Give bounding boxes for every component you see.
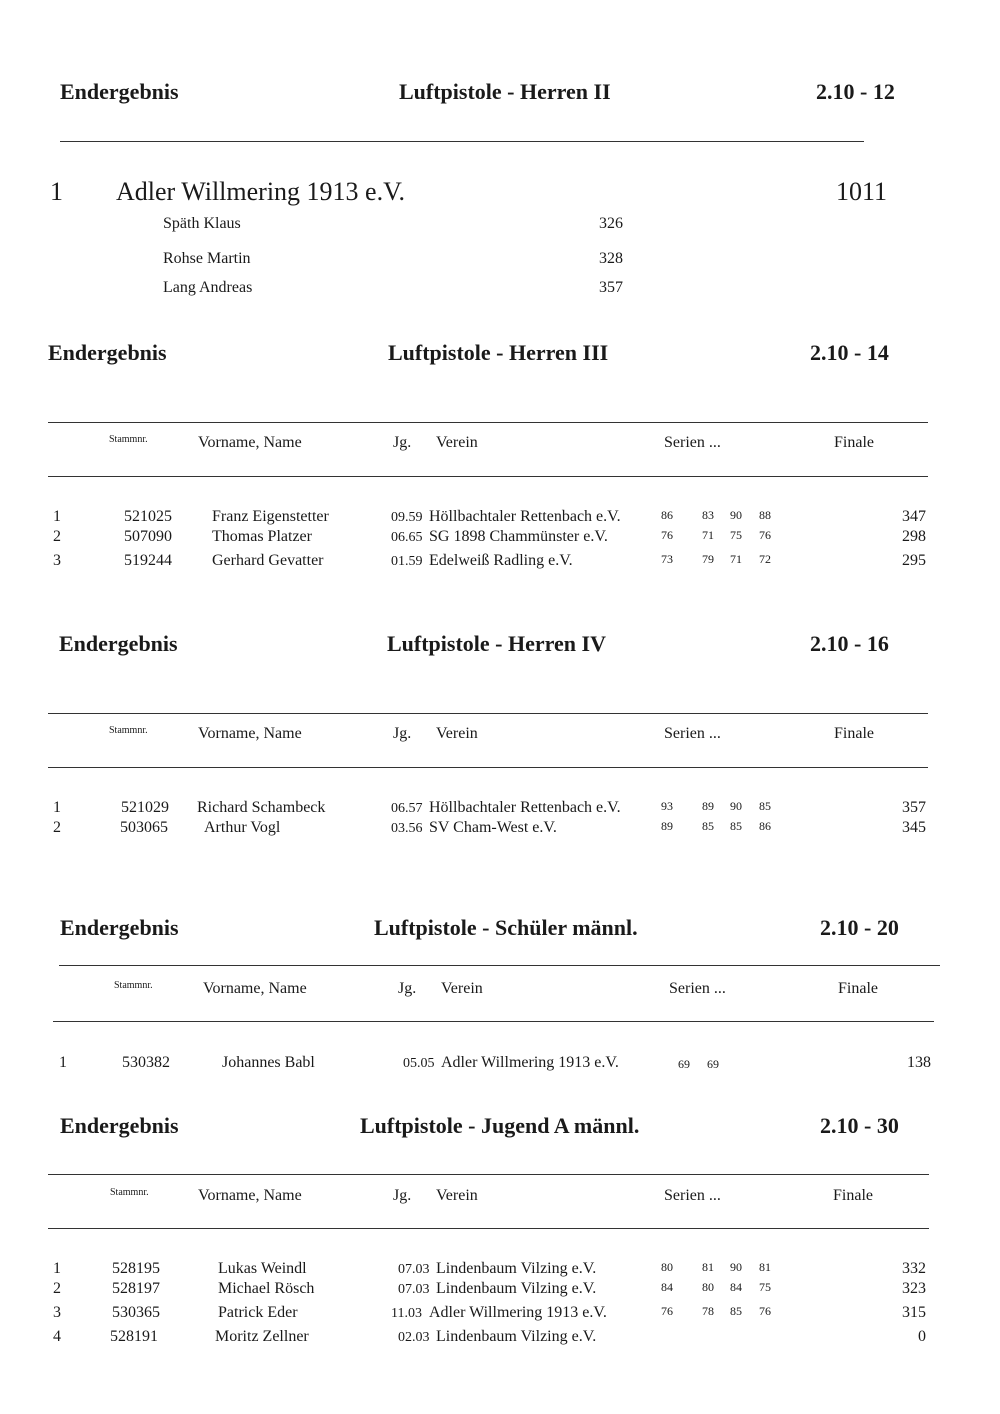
birth-date: 09.59	[391, 510, 423, 525]
series-value: 72	[759, 552, 771, 566]
final-score: 347	[902, 508, 926, 525]
series-value: 85	[730, 1304, 742, 1318]
final-score: 315	[902, 1304, 926, 1321]
team-total: 1011	[836, 177, 888, 206]
section-title: Endergebnis	[60, 1113, 179, 1138]
birth-date: 07.03	[398, 1262, 430, 1277]
discipline-code: 2.10 - 12	[816, 79, 895, 104]
birth-date: 06.65	[391, 530, 423, 545]
col-serien: Serien ...	[664, 1187, 721, 1204]
col-serien: Serien ...	[664, 725, 721, 742]
col-jg: Jg.	[393, 725, 412, 742]
divider	[48, 767, 928, 768]
stammnr: 507090	[124, 528, 172, 545]
series-value: 79	[702, 552, 714, 566]
final-score: 298	[902, 528, 926, 545]
col-finale: Finale	[834, 725, 874, 742]
stammnr: 528191	[110, 1328, 158, 1345]
col-stammnr: Stammnr.	[109, 725, 148, 736]
club: Adler Willmering 1913 e.V.	[441, 1054, 619, 1071]
series-value: 85	[759, 799, 771, 813]
member-name: Späth Klaus	[163, 215, 241, 232]
series-value: 69	[678, 1057, 690, 1071]
series-value: 69	[707, 1057, 719, 1071]
series-value: 71	[730, 552, 742, 566]
member-name: Rohse Martin	[163, 250, 251, 267]
divider	[60, 141, 864, 142]
col-finale: Finale	[833, 1187, 873, 1204]
series-value: 76	[759, 1304, 771, 1318]
series-value: 90	[730, 799, 742, 813]
series-value: 90	[730, 1260, 742, 1274]
section-title: Endergebnis	[60, 79, 179, 104]
divider	[48, 422, 928, 423]
stammnr: 503065	[120, 819, 168, 836]
rank: 2	[53, 819, 61, 836]
series-value: 78	[702, 1304, 714, 1318]
col-verein: Verein	[436, 725, 478, 742]
col-jg: Jg.	[393, 1187, 412, 1204]
member-score: 328	[599, 250, 623, 267]
shooter-name: Franz Eigenstetter	[212, 508, 329, 525]
col-finale: Finale	[838, 980, 878, 997]
stammnr: 521029	[121, 799, 169, 816]
series-value: 85	[702, 819, 714, 833]
final-score: 0	[918, 1328, 926, 1345]
stammnr: 530382	[122, 1054, 170, 1071]
final-score: 295	[902, 552, 926, 569]
series-value: 93	[661, 799, 673, 813]
club: SG 1898 Chammünster e.V.	[429, 528, 608, 545]
stammnr: 528197	[112, 1280, 160, 1297]
series-value: 83	[702, 508, 714, 522]
shooter-name: Patrick Eder	[218, 1304, 298, 1321]
series-value: 90	[730, 508, 742, 522]
series-value: 89	[702, 799, 714, 813]
rank: 2	[53, 528, 61, 545]
series-value: 73	[661, 552, 673, 566]
club: Höllbachtaler Rettenbach e.V.	[429, 508, 621, 525]
divider	[59, 965, 940, 966]
birth-date: 06.57	[391, 801, 423, 816]
shooter-name: Lukas Weindl	[218, 1260, 307, 1277]
club: Lindenbaum Vilzing e.V.	[436, 1328, 597, 1345]
final-score: 138	[907, 1054, 931, 1071]
col-name: Vorname, Name	[198, 725, 302, 742]
col-jg: Jg.	[398, 980, 417, 997]
final-score: 357	[902, 799, 926, 816]
series-value: 89	[661, 819, 673, 833]
rank: 3	[53, 552, 61, 569]
series-value: 80	[661, 1260, 673, 1274]
club: Höllbachtaler Rettenbach e.V.	[429, 799, 621, 816]
discipline-title: Luftpistole - Schüler männl.	[374, 915, 638, 940]
rank: 1	[53, 1260, 61, 1277]
discipline-code: 2.10 - 16	[810, 631, 889, 656]
col-verein: Verein	[436, 434, 478, 451]
final-score: 332	[902, 1260, 926, 1277]
discipline-title: Luftpistole - Herren IV	[387, 631, 606, 656]
shooter-name: Michael Rösch	[218, 1280, 315, 1297]
series-value: 75	[759, 1280, 771, 1294]
shooter-name: Johannes Babl	[222, 1054, 315, 1071]
series-value: 81	[702, 1260, 714, 1274]
col-verein: Verein	[436, 1187, 478, 1204]
rank: 1	[53, 799, 61, 816]
divider	[53, 1021, 934, 1022]
stammnr: 530365	[112, 1304, 160, 1321]
divider	[48, 476, 928, 477]
rank: 1	[53, 508, 61, 525]
final-score: 345	[902, 819, 926, 836]
section-title: Endergebnis	[60, 915, 179, 940]
stammnr: 519244	[124, 552, 172, 569]
section-title: Endergebnis	[48, 340, 167, 365]
shooter-name: Arthur Vogl	[204, 819, 281, 836]
col-stammnr: Stammnr.	[109, 434, 148, 445]
discipline-code: 2.10 - 30	[820, 1113, 899, 1138]
team-club: Adler Willmering 1913 e.V.	[116, 177, 406, 206]
col-jg: Jg.	[393, 434, 412, 451]
col-name: Vorname, Name	[203, 980, 307, 997]
discipline-title: Luftpistole - Herren II	[399, 79, 611, 104]
team-rank: 1	[50, 177, 63, 206]
stammnr: 528195	[112, 1260, 160, 1277]
divider	[48, 1174, 929, 1175]
series-value: 86	[661, 508, 673, 522]
col-verein: Verein	[441, 980, 483, 997]
discipline-title: Luftpistole - Herren III	[388, 340, 609, 365]
col-serien: Serien ...	[664, 434, 721, 451]
stammnr: 521025	[124, 508, 172, 525]
series-value: 76	[759, 528, 771, 542]
section-title: Endergebnis	[59, 631, 178, 656]
discipline-title: Luftpistole - Jugend A männl.	[360, 1113, 640, 1138]
club: Lindenbaum Vilzing e.V.	[436, 1280, 597, 1297]
birth-date: 01.59	[391, 554, 423, 569]
club: SV Cham-West e.V.	[429, 819, 557, 836]
col-serien: Serien ...	[669, 980, 726, 997]
shooter-name: Thomas Platzer	[212, 528, 312, 545]
series-value: 84	[661, 1280, 673, 1294]
shooter-name: Moritz Zellner	[215, 1328, 309, 1345]
divider	[48, 713, 928, 714]
club: Adler Willmering 1913 e.V.	[429, 1304, 607, 1321]
col-stammnr: Stammnr.	[114, 980, 153, 991]
birth-date: 05.05	[403, 1056, 435, 1071]
birth-date: 07.03	[398, 1282, 430, 1297]
series-value: 75	[730, 528, 742, 542]
series-value: 71	[702, 528, 714, 542]
member-score: 326	[599, 215, 623, 232]
member-name: Lang Andreas	[163, 279, 253, 296]
series-value: 76	[661, 1304, 673, 1318]
col-name: Vorname, Name	[198, 434, 302, 451]
club: Lindenbaum Vilzing e.V.	[436, 1260, 597, 1277]
discipline-code: 2.10 - 14	[810, 340, 889, 365]
series-value: 81	[759, 1260, 771, 1274]
series-value: 86	[759, 819, 771, 833]
rank: 2	[53, 1280, 61, 1297]
birth-date: 11.03	[391, 1306, 422, 1321]
club: Edelweiß Radling e.V.	[429, 552, 573, 569]
discipline-code: 2.10 - 20	[820, 915, 899, 940]
final-score: 323	[902, 1280, 926, 1297]
series-value: 88	[759, 508, 771, 522]
shooter-name: Gerhard Gevatter	[212, 552, 324, 569]
series-value: 84	[730, 1280, 742, 1294]
rank: 4	[53, 1328, 61, 1345]
series-value: 80	[702, 1280, 714, 1294]
col-finale: Finale	[834, 434, 874, 451]
rank: 1	[59, 1054, 67, 1071]
col-stammnr: Stammnr.	[110, 1187, 149, 1198]
divider	[48, 1228, 929, 1229]
rank: 3	[53, 1304, 61, 1321]
member-score: 357	[599, 279, 623, 296]
col-name: Vorname, Name	[198, 1187, 302, 1204]
series-value: 76	[661, 528, 673, 542]
birth-date: 03.56	[391, 821, 423, 836]
series-value: 85	[730, 819, 742, 833]
shooter-name: Richard Schambeck	[197, 799, 326, 816]
birth-date: 02.03	[398, 1330, 430, 1345]
